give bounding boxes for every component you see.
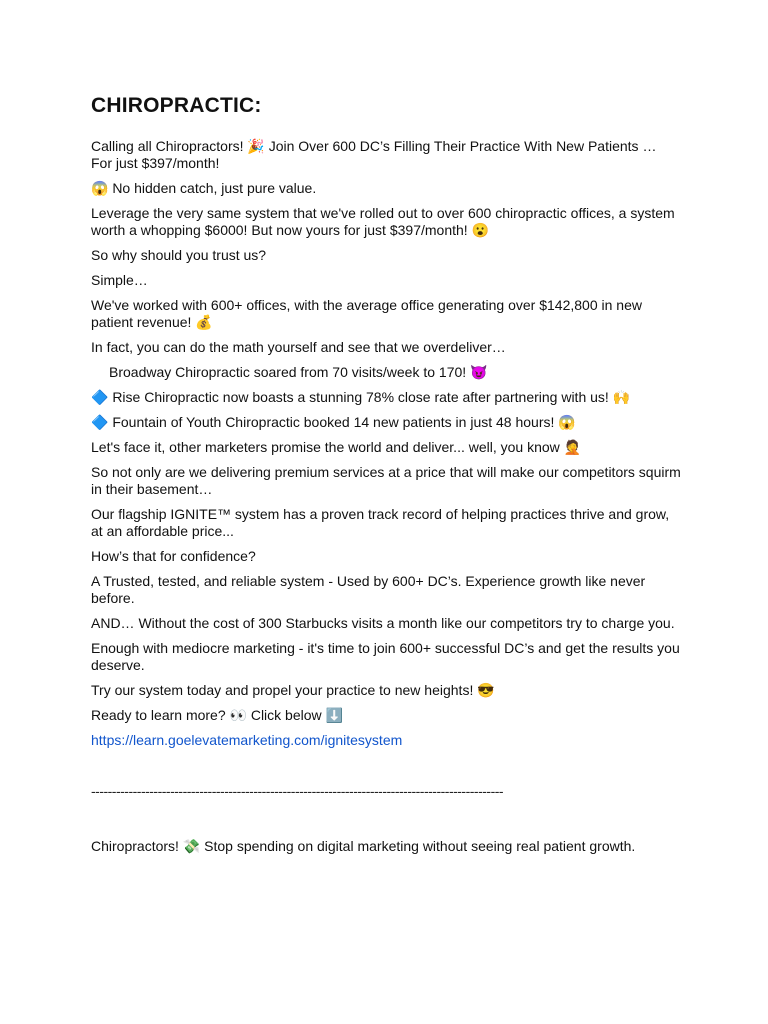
- paragraph-results: We've worked with 600+ offices, with the average office generating over $142,800 in new patient revenue! 💰: [91, 297, 642, 330]
- paragraph-closing: Chiropractors! 💸 Stop spending on digital marketing without seeing real patient growth.: [91, 838, 636, 854]
- divider-line: ---------------------------------------------------------------------------------------------------: [91, 783, 504, 799]
- testimonial-broadway: Broadway Chiropractic soared from 70 visits/week to 170! 😈: [109, 364, 488, 380]
- paragraph-confidence: How’s that for confidence?: [91, 548, 256, 564]
- paragraph-other-marketers: Let's face it, other marketers promise the world and deliver... well, you know 🤦: [91, 439, 582, 455]
- paragraph-math: In fact, you can do the math yourself and see that we overdeliver…: [91, 339, 506, 355]
- paragraph-premium: So not only are we delivering premium services at a price that will make our competitors squirm in their basement…: [91, 464, 681, 497]
- paragraph-trusted: A Trusted, tested, and reliable system - Used by 600+ DC’s. Experience growth like never before.: [91, 573, 646, 606]
- document-title: CHIROPRACTIC:: [91, 94, 262, 117]
- document-page: [91, 94, 681, 863]
- testimonial-fountain: 🔷 Fountain of Youth Chiropractic booked 14 new patients in just 48 hours! 😱: [91, 414, 576, 430]
- paragraph-starbucks: AND… Without the cost of 300 Starbucks visits a month like our competitors try to charge you.: [91, 615, 675, 631]
- paragraph-leverage: Leverage the very same system that we've rolled out to over 600 chiropractic offices, a system worth a whopping $6000! But now yours for just $397/month! 😮: [91, 205, 675, 238]
- paragraph-mediocre: Enough with mediocre marketing - it's time to join 600+ successful DC’s and get the results you deserve.: [91, 640, 680, 673]
- paragraph-intro: Calling all Chiropractors! 🎉 Join Over 600 DC’s Filling Their Practice With New Patients … For just $397/month!: [91, 138, 657, 171]
- paragraph-simple: Simple…: [91, 272, 148, 288]
- paragraph-trust-question: So why should you trust us?: [91, 247, 267, 263]
- ignite-system-link[interactable]: https://learn.goelevatemarketing.com/ignitesystem: [91, 732, 403, 748]
- testimonial-rise: 🔷 Rise Chiropractic now boasts a stunning 78% close rate after partnering with us! 🙌: [91, 389, 631, 405]
- paragraph-try: Try our system today and propel your practice to new heights! 😎: [91, 682, 495, 698]
- paragraph-ignite: Our flagship IGNITE™ system has a proven track record of helping practices thrive and grow, at an affordable price...: [91, 506, 670, 539]
- paragraph-no-catch: 😱 No hidden catch, just pure value.: [91, 180, 317, 196]
- paragraph-learn-more: Ready to learn more? 👀 Click below ⬇️: [91, 707, 343, 723]
